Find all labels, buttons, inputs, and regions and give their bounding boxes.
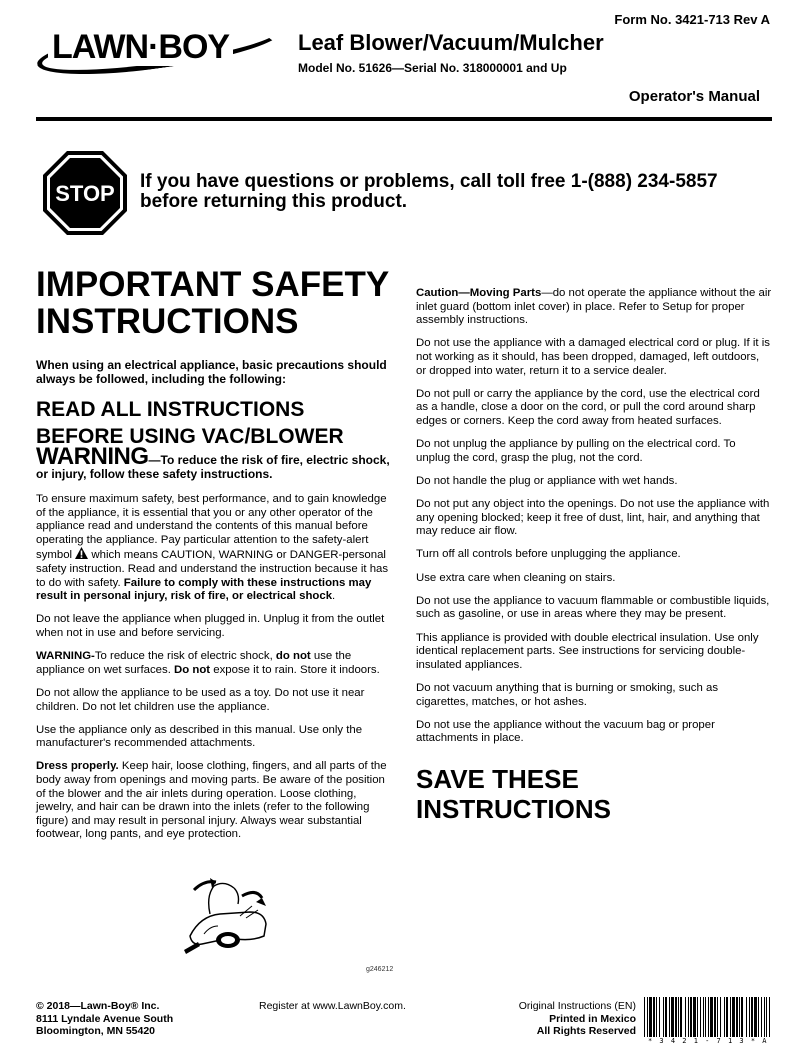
save-instructions-heading [416, 764, 772, 824]
p6-lead: Dress properly. [36, 760, 119, 773]
footer-address-line1: 8111 Lyndale Avenue South [36, 1012, 174, 1025]
figure-code: g246212 [366, 966, 394, 973]
barcode-bar [665, 997, 667, 1037]
barcode-bar [746, 997, 747, 1037]
barcode-bar [680, 997, 682, 1037]
paragraph-electric-shock [36, 650, 392, 677]
barcode-bar [688, 997, 689, 1037]
safety-heading [36, 266, 392, 340]
form-number: Form No. 3421-713 Rev A [614, 12, 770, 27]
operators-manual-label: Operator's Manual [628, 88, 760, 105]
footer-address-line2: Bloomington, MN 55420 [36, 1025, 156, 1037]
p3-bold-1: do not [275, 650, 311, 663]
p1-end: . [332, 590, 336, 603]
stop-message [140, 172, 718, 212]
barcode-bar [693, 997, 696, 1037]
barcode-bar [644, 997, 645, 1037]
barcode-bar [678, 997, 679, 1037]
read-heading-line1: READ ALL INSTRUCTIONS [36, 398, 305, 421]
paragraph-unplug: Do not leave the appliance when plugged in. Unplug it from the outlet when not in use and before servicing. [36, 613, 385, 639]
p6-text: Keep hair, loose clothing, fingers, and all parts of the body away from openings and moving parts. Be aware of the position of the blower and the air inlets during operation. Loose clothing, jewelry, and hair can be drawn into the inlets (refer to the following figure) and may result in personal injury. Always wear substantial footwear, long pants, and eye protection. [36, 760, 387, 841]
r-p1-text: —do not operate the appliance without the air inlet guard (bottom inlet cover) in place. Refer to Setup for proper assembly instructions. [416, 287, 772, 327]
barcode-bar [724, 997, 725, 1037]
stop-message-line2: before returning this product. [140, 191, 408, 212]
barcode-bar [769, 997, 770, 1037]
barcode-bar [703, 997, 704, 1037]
footer-rights [470, 1000, 636, 1038]
stop-sign-text: STOP [55, 181, 115, 206]
barcode-bar [705, 997, 706, 1037]
barcode-bar [730, 997, 731, 1037]
paragraph-turn-off-controls: Turn off all controls before unplugging the appliance. [416, 548, 681, 561]
warning-statement [36, 443, 392, 481]
paragraph-burning: Do not vacuum anything that is burning or smoking, such as cigarettes, matches, or hot ashes. [416, 682, 719, 708]
barcode-bar [675, 997, 677, 1037]
right-column [416, 287, 772, 824]
barcode-bar [659, 997, 660, 1037]
barcode-bar [700, 997, 701, 1037]
document-title: Leaf Blower/Vacuum/Mulcher [298, 30, 604, 55]
barcode-bar [708, 997, 709, 1037]
paragraph-double-insulation: This appliance is provided with double electrical insulation. Use only identical replacement parts. See instructions for servicing double-insulated appliances. [416, 631, 759, 671]
footer-register: Register at www.LawnBoy.com. [259, 1000, 406, 1012]
barcode-bar [649, 997, 652, 1037]
barcode-bar [749, 997, 750, 1037]
p3-text-c: expose it to rain. Store it indoors. [210, 663, 380, 676]
barcode-bar [656, 997, 657, 1037]
barcode-bar [647, 997, 648, 1037]
barcode-bar [736, 997, 738, 1037]
barcode-text: * 3 4 2 1 - 7 1 3 * A [647, 1037, 768, 1045]
barcode-bar [663, 997, 664, 1037]
stop-message-line1: If you have questions or problems, call toll free 1-(888) 234-5857 [140, 171, 718, 192]
paragraph-wet-hands: Do not handle the plug or appliance with wet hands. [416, 474, 678, 487]
barcode-bar [669, 997, 670, 1037]
paragraph-carry-by-cord: Do not pull or carry the appliance by the cord, use the electrical cord as a handle, close a door on the cord, or pull the cord around sharp edges or corners. Keep the cord away from heated surfaces. [416, 387, 760, 427]
paragraph-damaged-cord: Do not use the appliance with a damaged electrical cord or plug. If it is not working as it should, has been dropped, damaged, left outdoors, or dropped into water, return it to a service dealer. [416, 337, 770, 377]
safety-heading-line2: INSTRUCTIONS [36, 302, 299, 341]
footer-all-rights: All Rights Reserved [536, 1025, 636, 1037]
logo-text: LAWN·BOY [48, 28, 233, 66]
safety-alert-icon [75, 547, 88, 559]
barcode-bar [732, 997, 735, 1037]
barcode-bar [714, 997, 716, 1037]
barcode-icon [644, 997, 772, 1037]
barcode-bar [758, 997, 759, 1037]
barcode-bar [720, 997, 721, 1037]
barcode-bar [741, 997, 743, 1037]
footer-printed-in: Printed in Mexico [549, 1012, 636, 1025]
p1-text-a: To ensure maximum safety, best performance, and to gain knowledge of the appliance, it is essential that you or any other operator of the appliance read and understand the contents of this manual before operating the appliance. Pay particular attention to the safety-alert symbol [36, 493, 387, 562]
paragraph-toy: Do not allow the appliance to be used as a toy. Do not use it near children. Do not let children use the appliance. [36, 686, 365, 713]
paragraph-attachments: Use the appliance only as described in this manual. Use only the manufacturer's recommended attachments. [36, 723, 363, 750]
p3-lead: WARNING- [36, 650, 95, 663]
p3-text-b: use the appliance on wet surfaces. [36, 650, 352, 676]
barcode-bar [761, 997, 762, 1037]
barcode-bar [690, 997, 692, 1037]
barcode-bar [697, 997, 698, 1037]
barcode-bar [726, 997, 728, 1037]
barcode-bar [685, 997, 686, 1037]
save-heading-line1: SAVE THESE [416, 763, 579, 794]
paragraph-dress-properly [36, 760, 392, 842]
footer-company-address [36, 1000, 173, 1038]
paragraph-stairs: Use extra care when cleaning on stairs. [416, 571, 616, 584]
safety-heading-line1: IMPORTANT SAFETY [36, 265, 390, 304]
barcode-bar [764, 997, 765, 1037]
paragraph-openings: Do not put any object into the openings. Do not use the appliance with any opening blocked; keep it free of dust, lint, hair, and anything that may reduce air flow. [416, 498, 770, 538]
warning-rest: —To reduce the risk of fire, electric shock, or injury, follow these safety instructions. [36, 453, 390, 481]
model-serial-line: Model No. 51626—Serial No. 318000001 and Up [298, 61, 567, 75]
p3-bold-2: Do not [174, 663, 211, 676]
header-rule [36, 117, 772, 121]
paragraph-flammable: Do not use the appliance to vacuum flammable or combustible liquids, such as gasoline, or use in areas where they may be present. [416, 594, 770, 621]
precautions-lead: When using an electrical appliance, basic precautions should always be followed, including the following: [36, 358, 387, 386]
read-heading-line2: BEFORE USING VAC/BLOWER [36, 425, 344, 448]
barcode-bar [754, 997, 757, 1037]
lawn-boy-logo [36, 22, 286, 74]
barcode-bar [739, 997, 740, 1037]
paragraph-unplug-by-cord: Do not unplug the appliance by pulling on the electrical cord. To unplug the cord, grasp the plug, not the cord. [416, 438, 736, 464]
footer-original-instructions: Original Instructions (EN) [518, 1000, 636, 1012]
barcode-bar [710, 997, 713, 1037]
stop-sign-icon [42, 150, 128, 236]
p3-text-a: To reduce the risk of electric shock, [94, 650, 276, 663]
barcode-bar [717, 997, 718, 1037]
p1-bold: Failure to comply with these instructions may result in personal injury, risk of fire, or electrical shock [36, 576, 372, 603]
barcode-bar [751, 997, 753, 1037]
barcode-bar [766, 997, 767, 1037]
paragraph-vacuum-bag: Do not use the appliance without the vacuum bag or proper attachments in place. [416, 718, 715, 745]
left-column [36, 266, 392, 852]
barcode-bar [653, 997, 655, 1037]
paragraph-maximum-safety [36, 493, 392, 604]
read-instructions-heading [36, 396, 392, 450]
r-p1-lead: Caution—Moving Parts [416, 287, 542, 299]
paragraph-moving-parts [416, 287, 772, 328]
warning-word: WARNING [36, 443, 149, 470]
p1-text-b: which means CAUTION, WARNING or DANGER-personal safety instruction. Read and understand the instruction because it has to do with safety. [36, 549, 389, 589]
footer-copyright: © 2018—Lawn-Boy® Inc. [36, 1000, 160, 1012]
save-heading-line2: INSTRUCTIONS [416, 793, 611, 824]
blower-inlet-figure [180, 876, 272, 956]
barcode-bar [671, 997, 674, 1037]
